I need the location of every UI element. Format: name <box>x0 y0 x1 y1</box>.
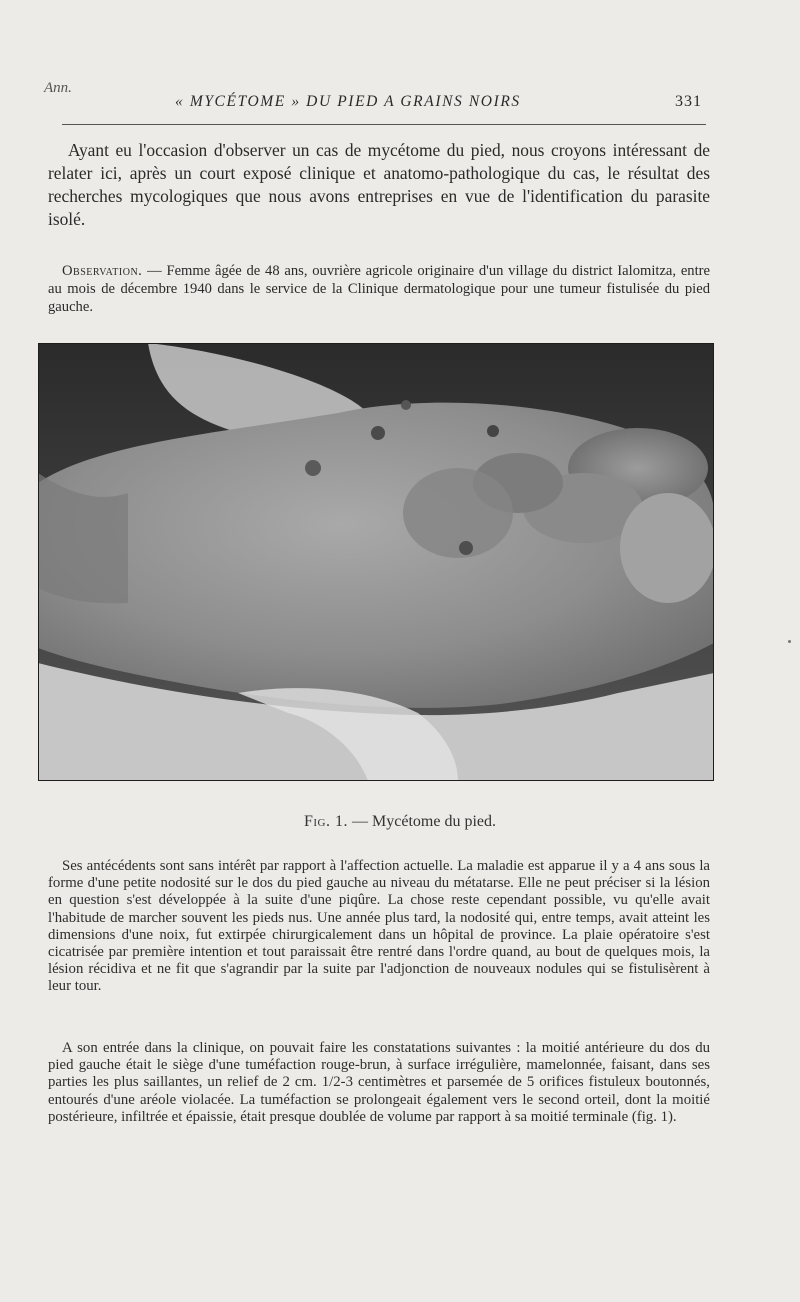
header-rule <box>62 124 706 125</box>
observation-label: Observation. <box>62 263 143 279</box>
running-head: « MYCÉTOME » DU PIED A GRAINS NOIRS <box>175 93 521 110</box>
margin-speck <box>788 640 791 643</box>
observation-paragraph <box>48 262 710 316</box>
figure-photo <box>38 343 714 781</box>
foot-photograph <box>38 343 714 781</box>
observation-text: — Femme âgée de 48 ans, ouvrière agricole originaire d'un village du district Ialomitza, entre au mois de décembre 1940 dans le service de la Clinique dermatologique pour une tumeur fistulisée du pied gauche. <box>48 263 710 315</box>
history-paragraph: Ses antécédents sont sans intérêt par rapport à l'affection actuelle. La maladie est apparue il y a 4 ans sous la forme d'une petite nodosité sur le dos du pied gauche au niveau du métatarse. Elle ne peut préciser si la lésion en question s'est développée à la suite d'une piqûre. La chose reste cependant possible, vu qu'elle avait l'habitude de marcher souvent les pieds nus. Une année plus tard, la nodosité qui, entre temps, avait atteint les dimensions d'une noix, fut extirpée chirurgicalement dans un hôpital de province. La plaie opératoire s'est cicatrisée par première intention et tout paraissait être rentré dans l'ordre quand, au bout de quelques mois, la lésion récidiva et ne fit que s'agrandir par la suite par l'adjonction de nouveaux nodules qui se fistulisèrent à leur tour. <box>48 858 710 995</box>
figure-caption-text: — Mycétome du pied. <box>348 813 496 830</box>
page-number: 331 <box>675 93 702 110</box>
figure-caption <box>0 813 800 831</box>
intro-paragraph: Ayant eu l'occasion d'observer un cas de mycétome du pied, nous croyons intéressant de relater ici, après un court exposé clinique et anatomo-pathologique du cas, le résultat des recherches mycologiques que nous avons entreprises en vue de l'identification du parasite isolé. <box>48 140 710 229</box>
exam-paragraph: A son entrée dans la clinique, on pouvait faire les constatations suivantes : la moitié antérieure du dos du pied gauche était le siège d'une tuméfaction rouge-brun, à surface irrégulière, mamelonnée, faisant, dans ses parties les plus saillantes, un relief de 2 cm. 1/2-3 centimètres et parsemée de 5 orifices fistuleux boutonnés, entourés d'une aréole violacée. La tuméfaction se prolongeait également vers le second orteil, dont la moitié postérieure, infiltrée et épaissie, était presque doublée de volume par rapport à sa moitié terminale (fig. 1). <box>48 1040 710 1125</box>
figure-caption-label: Fig. 1. <box>304 813 349 830</box>
margin-note: Ann. <box>44 80 72 96</box>
